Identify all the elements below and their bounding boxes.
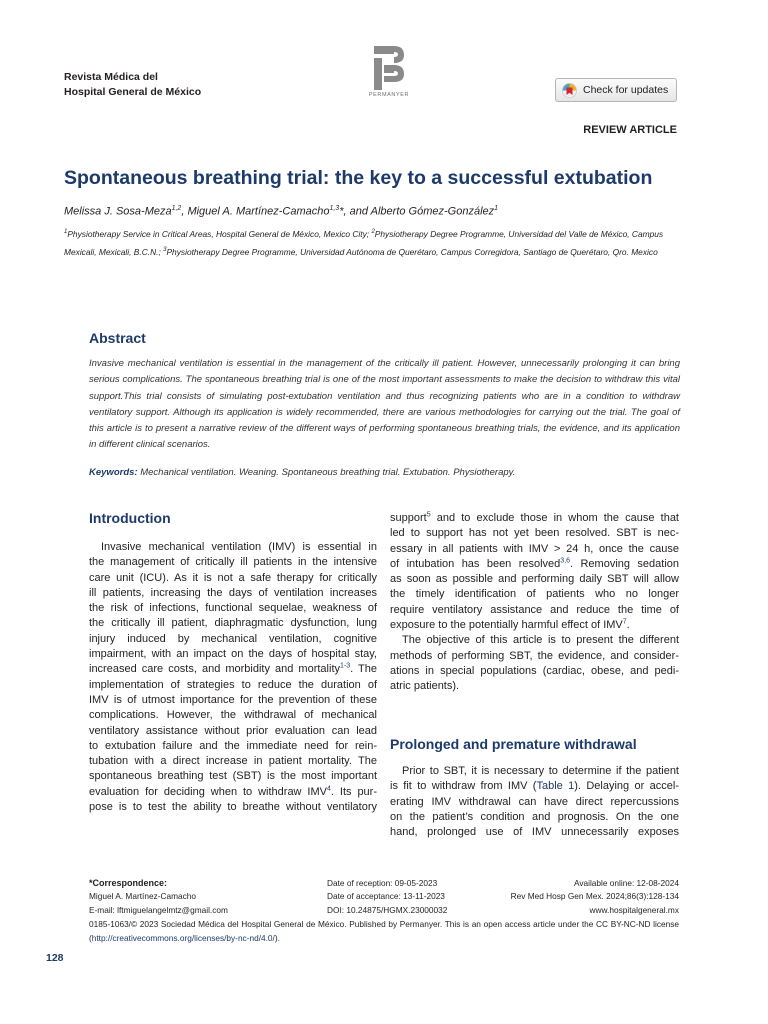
text-line-content: complications. However, the withdrawal of mechanical (89, 709, 377, 722)
text-line (390, 557, 679, 572)
text-line (89, 739, 377, 754)
citation-reference[interactable]: 4 (327, 785, 331, 793)
text-line-content: Invasive mechanical ventilation (IMV) is essential in (101, 541, 377, 553)
journal-name-line1: Revista Médica del (64, 71, 158, 83)
journal-name-line2: Hospital General de México (64, 86, 202, 98)
text-line-content: care unit (ICU). As it is not a safe therapy for critically (89, 571, 377, 584)
text-line (89, 785, 377, 800)
text-line (390, 511, 679, 526)
crossmark-icon (562, 83, 577, 98)
text-line-content: exposure to the potentially harmful effect of IMV (390, 619, 623, 632)
affiliation-number: 3 (163, 247, 167, 254)
author-list (64, 205, 498, 218)
citation-reference[interactable]: 7 (622, 618, 627, 626)
text-line (89, 708, 377, 723)
text-line (390, 679, 679, 694)
keywords (89, 467, 515, 478)
text-line-content: implementation of strategies to reduce the duration of (89, 678, 377, 691)
author-separator: *, and (339, 205, 371, 218)
text-line-content: atric patients). (390, 680, 460, 693)
text-line (390, 664, 679, 679)
abstract-heading: Abstract (89, 330, 146, 346)
license-statement (89, 918, 679, 945)
text-line (390, 633, 679, 648)
author-name: Melissa J. Sosa-Meza (64, 205, 172, 218)
affiliation-text: Physiotherapy Service in Critical Areas, Hospital General de México, Mexico City; (67, 228, 372, 239)
text-line (89, 800, 377, 815)
text-line (89, 555, 377, 570)
website-link[interactable]: www.hospitalgeneral.mx (589, 904, 679, 915)
text-line-content: to extubation failure and the immediate need for rein- (89, 739, 377, 752)
online-date: Available online: 12-08-2024 (573, 878, 679, 888)
text-line (89, 769, 377, 784)
text-line-tail: . Removing sedation (570, 557, 680, 570)
page-number: 128 (46, 952, 64, 964)
author-name: Miguel A. Martínez-Camacho (187, 205, 330, 218)
text-line-content: the management of critically ill patients in the intensive (89, 556, 377, 569)
text-line-content: is fit to withdraw from IMV ( (390, 780, 537, 793)
acceptance-date: Date of acceptance: 13-11-2023 (327, 891, 445, 902)
text-line-content: IMV is of utmost importance for the prevention of these (89, 693, 377, 706)
text-line-content: spontaneous breathing test (SBT) is the most important (89, 770, 377, 783)
abstract-text: Invasive mechanical ventilation is essential in the management of the critically ill patient. However, unnecessarily prolonging it can bring serious complications. The spontaneous breathing trial is one of the most important assessments to make the decision to withdraw this vital support.This trial consists of simulating post-extubation ventilation and thus recognizing patients who are in a condition to withdraw ventilatory support. Although its application is widely recommended, there are various methodologies for carrying out the trial. The goal of this article is to present a narrative review of the different ways of performing spontaneous breathing trials, the evidence, and its application in different clinical scenarios. (89, 358, 680, 451)
citation: Rev Med Hosp Gen Mex. 2024;86(3):128-134 (510, 891, 679, 902)
text-line (390, 810, 679, 825)
text-line-content: ill patients, increasing the days of ventilation increases (89, 586, 377, 599)
affiliation-text: Physiotherapy Degree Programme, Universidad del Valle de México, Campus Mexicali, Mexicali, B.C.N.; (64, 228, 664, 258)
citation-reference[interactable]: 1-3 (340, 662, 351, 670)
text-line-tail: and to exclude those in whom the cause that (430, 512, 679, 524)
text-line-tail: . The (350, 663, 377, 676)
text-line-content: increased care costs, and morbidity and mortality (89, 663, 340, 676)
doi[interactable]: DOI: 10.24875/HGMX.23000032 (327, 904, 448, 915)
keywords-list: Mechanical ventilation. Weaning. Spontaneous breathing trial. Extubation. Physiotherapy. (140, 467, 516, 478)
text-line-content: tubation with a direct increase in patient mortality. The (89, 755, 377, 768)
text-line-content: the risk of infections, functional sequelae, weakness of (89, 602, 377, 615)
text-line (390, 572, 679, 587)
text-line-content: hand, prolonged use of IMV unnecessarily exposes (390, 826, 679, 839)
author-affiliation-ref: 1,3 (329, 205, 340, 212)
author-affiliation-ref: 1,2 (171, 205, 182, 212)
prolonged-withdrawal-body (390, 764, 679, 840)
correspondence-label: *Correspondence: (89, 878, 168, 888)
license-link[interactable]: http://creativecommons.org/licenses/by-nc-nd/4.0/ (91, 932, 275, 943)
text-line (89, 647, 377, 662)
text-line-content: evaluation for deciding when to withdraw IMV (89, 785, 327, 798)
text-line-content: the critically ill patient, diaphragmatic dysfunction, lung (89, 617, 377, 630)
check-for-updates-button[interactable] (555, 78, 677, 102)
text-line-content: injury induced by mechanical ventilation, cognitive (89, 632, 377, 645)
text-line (89, 754, 377, 769)
text-line (89, 632, 377, 647)
citation-reference[interactable]: 3,6 (560, 557, 571, 565)
footer (89, 877, 679, 945)
text-line (89, 693, 377, 708)
text-line (390, 795, 679, 810)
text-line (390, 649, 679, 664)
text-line-content: require ventilatory assistance and reduce the time of (390, 603, 679, 616)
text-line (89, 571, 377, 586)
correspondent-name: Miguel A. Martínez-Camacho (89, 891, 196, 902)
publisher-logo (364, 46, 414, 98)
affiliations (64, 224, 680, 261)
license-tail: ). (274, 932, 280, 943)
text-line (89, 586, 377, 601)
article-type: REVIEW ARTICLE (583, 124, 677, 136)
author-name: Alberto Gómez-González (370, 205, 495, 218)
affiliation-number: 1 (64, 229, 68, 235)
text-line-content: of intubation has been resolved (390, 557, 561, 570)
introduction-heading: Introduction (89, 510, 171, 526)
check-for-updates-label: Check for updates (583, 84, 669, 96)
author-separator: , (181, 205, 188, 218)
text-line-content: the timely identification of patients who no longer (390, 588, 679, 601)
text-line-content: ations in special populations (cardiac, obese, and pedi- (390, 664, 679, 677)
affiliation-number: 2 (371, 229, 375, 235)
text-line (89, 616, 377, 631)
text-line-content: methods of performing SBT, the evidence, and consider- (390, 649, 679, 662)
text-line (89, 601, 377, 616)
text-line (390, 587, 679, 602)
text-line-content: led to support has not yet been resolved. SBT is nec- (390, 527, 679, 540)
text-line-content: support (390, 512, 427, 524)
text-line (390, 825, 679, 840)
text-line (390, 779, 679, 794)
text-line (390, 603, 679, 618)
prolonged-withdrawal-heading: Prolonged and premature withdrawal (390, 736, 637, 752)
text-line-content: essary in all patients with IMV > 24 h, once the cause (390, 542, 679, 555)
reception-date: Date of reception: 09-05-2023 (327, 878, 438, 888)
text-line (390, 764, 679, 779)
text-line (89, 724, 377, 739)
citation-reference[interactable]: 5 (426, 511, 431, 519)
text-line-content: as soon as possible and performing daily SBT will allow (390, 573, 679, 586)
text-line-tail: ). Delaying or accel- (574, 780, 679, 793)
text-line-content: pose is to test the ability to breathe without ventilatory (89, 801, 377, 814)
text-line-tail: . (626, 619, 630, 632)
text-line (89, 678, 377, 693)
text-line-tail: . Its pur- (330, 785, 378, 798)
author-affiliation-ref: 1 (494, 205, 499, 212)
publisher-logo-text: PERMANYER (368, 92, 410, 98)
correspondent-email[interactable]: E-mail: lftmiguelangelmtz@gmail.com (89, 904, 228, 915)
text-line (390, 618, 679, 633)
article-title: Spontaneous breathing trial: the key to a successful extubation (64, 167, 653, 189)
text-line (89, 662, 377, 677)
journal-name (64, 70, 201, 100)
text-line-content: The objective of this article is to present the different (402, 634, 679, 647)
text-line-content: Prior to SBT, it is necessary to determine if the patient (402, 765, 679, 777)
text-line (390, 542, 679, 557)
text-line-content: erating IMV withdrawal can have direct repercussions (390, 795, 679, 808)
text-line-content: on the patient’s condition and prognosis. On the one (390, 810, 679, 823)
affiliation-text: Physiotherapy Degree Programme, Universidad Autónoma de Querétaro, Campus Corregidora, Santiago de Querétaro, Qro. Mexico (166, 247, 658, 258)
license-text: 0185-1063/© 2023 Sociedad Médica del Hospital General de México. Published by Permanyer. This is an open access article under the CC BY-NC-ND license ( (89, 919, 679, 943)
text-line-content: ventilatory assistance without prior evaluation can lead (89, 724, 377, 737)
text-line (89, 540, 377, 555)
text-line-content: impairment, with an impact on the days of hospital stay, (89, 648, 377, 661)
right-column-body (390, 511, 679, 695)
keywords-label: Keywords: (89, 467, 138, 478)
introduction-body (89, 540, 377, 815)
permanyer-logo-icon (374, 46, 404, 90)
table-reference-link[interactable]: Table 1 (536, 780, 575, 793)
text-line (390, 526, 679, 541)
